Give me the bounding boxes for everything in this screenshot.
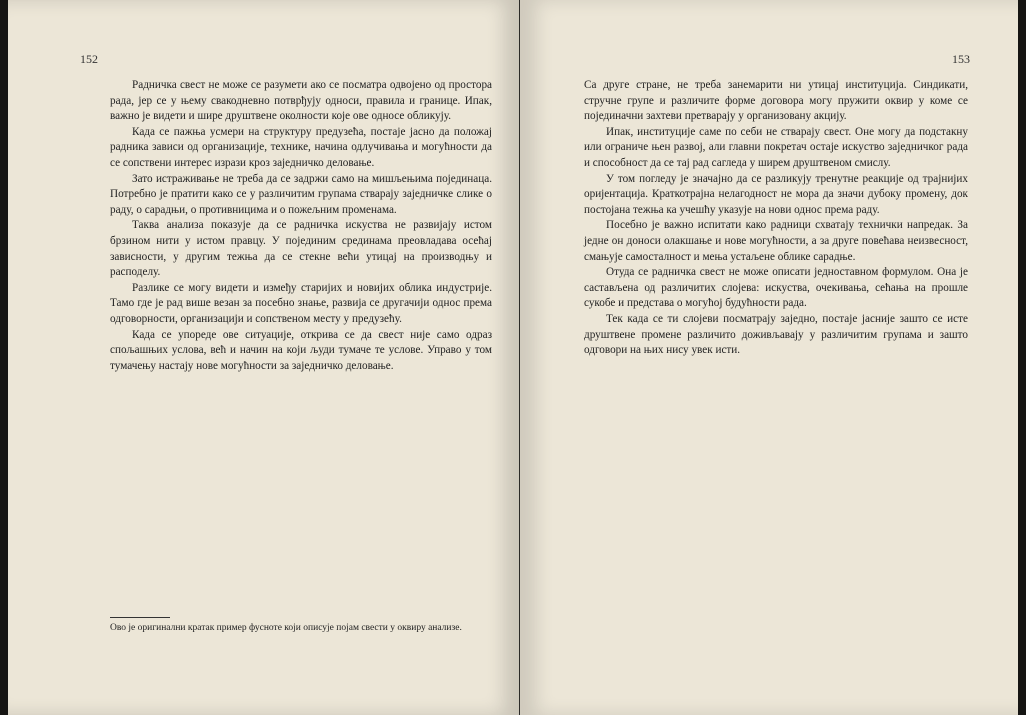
right-paragraph: У том погледу је значајно да се разликују тренутне реакције од трајнијих оријентација. Краткотрајна нелагодност не мора да значи дубоку промену, док постојана тежња ка учешћу указује на нови однос према раду. [584, 172, 968, 216]
right-page-number: 153 [952, 52, 970, 66]
right-paragraph: Ипак, институције саме по себи не стварају свест. Оне могу да подстакну или ограниче њен развој, али главни покретач остаје искуство заједничког рада и способност да се тај рад сагледа у ширем друштвеном смислу. [584, 125, 968, 169]
left-paragraph: Таква анализа показује да се радничка искуства не развијају истом брзином нити у истом правцу. У појединим срединама преовладава осећај зависности, у другим тежња да се стекне већи утицај на производњу и расподелу. [110, 219, 492, 279]
left-page [8, 0, 520, 715]
left-paragraph: Радничка свест не може се разумети ако се посматра одвојено од простора рада, јер се у њему свакодневно потврђују односи, правила и границе. Ипак, важно је видети и шире друштвене околности које ове односе обликују. [110, 79, 492, 123]
left-paragraph: Када се упореде ове ситуације, открива се да свест није само одраз спољашњих услова, већ и начин на који људи тумаче те услове. Управо у том тумачењу настају нове могућности за заједничко деловање. [110, 328, 492, 372]
footnote-text: Ово је оригинални кратак пример фусноте који описује појам свести у оквиру анализе. [110, 623, 462, 633]
footnote-rule [110, 617, 170, 618]
right-paragraph: Отуда се радничка свест не може описати једноставном формулом. Она је састављена од различитих слојева: искуства, очекивања, сећања на прошле сукобе и представа о могућој будућности рада. [584, 266, 968, 310]
left-paragraph: Зато истраживање не треба да се задржи само на мишљењима појединаца. Потребно је пратити како се у различитим групама стварају заједничке слике о раду, о сарадњи, о противницима и о пожељним променама. [110, 172, 492, 216]
right-paragraph: Посебно је важно испитати како радници схватају технички напредак. За једне он доноси олакшање и нове могућности, а за друге повећава неизвесност, смањује самосталност и мења устаљене облике сарадње. [584, 219, 968, 263]
footnote [110, 617, 492, 634]
right-paragraph: Са друге стране, не треба занемарити ни утицај институција. Синдикати, стручне групе и различите форме договора могу пружити оквир у коме се појединачни захтеви претварају у организовану акцију. [584, 79, 968, 123]
right-paragraph: Тек када се ти слојеви посматрају заједно, постаје јасније зашто се исте друштвене промене различито доживљавају у различитим групама и зашто одговори на њих нису увек исти. [584, 312, 968, 357]
left-paragraph: Када се пажња усмери на структуру предузећа, постаје јасно да положај радника зависи од организације, технике, начина одлучивања и могућности да се сопствени интерес изрази кроз заједничко деловање. [110, 125, 492, 169]
left-page-number: 152 [80, 52, 98, 66]
left-paragraph: Разлике се могу видети и између старијих и новијих облика индустрије. Тамо где је рад више везан за посебно знање, развија се другачији однос према одговорности, организацији и сопственом месту у предузећу. [110, 281, 492, 325]
left-page-text [110, 78, 492, 374]
right-page [520, 0, 1018, 715]
right-page-text [584, 78, 968, 359]
